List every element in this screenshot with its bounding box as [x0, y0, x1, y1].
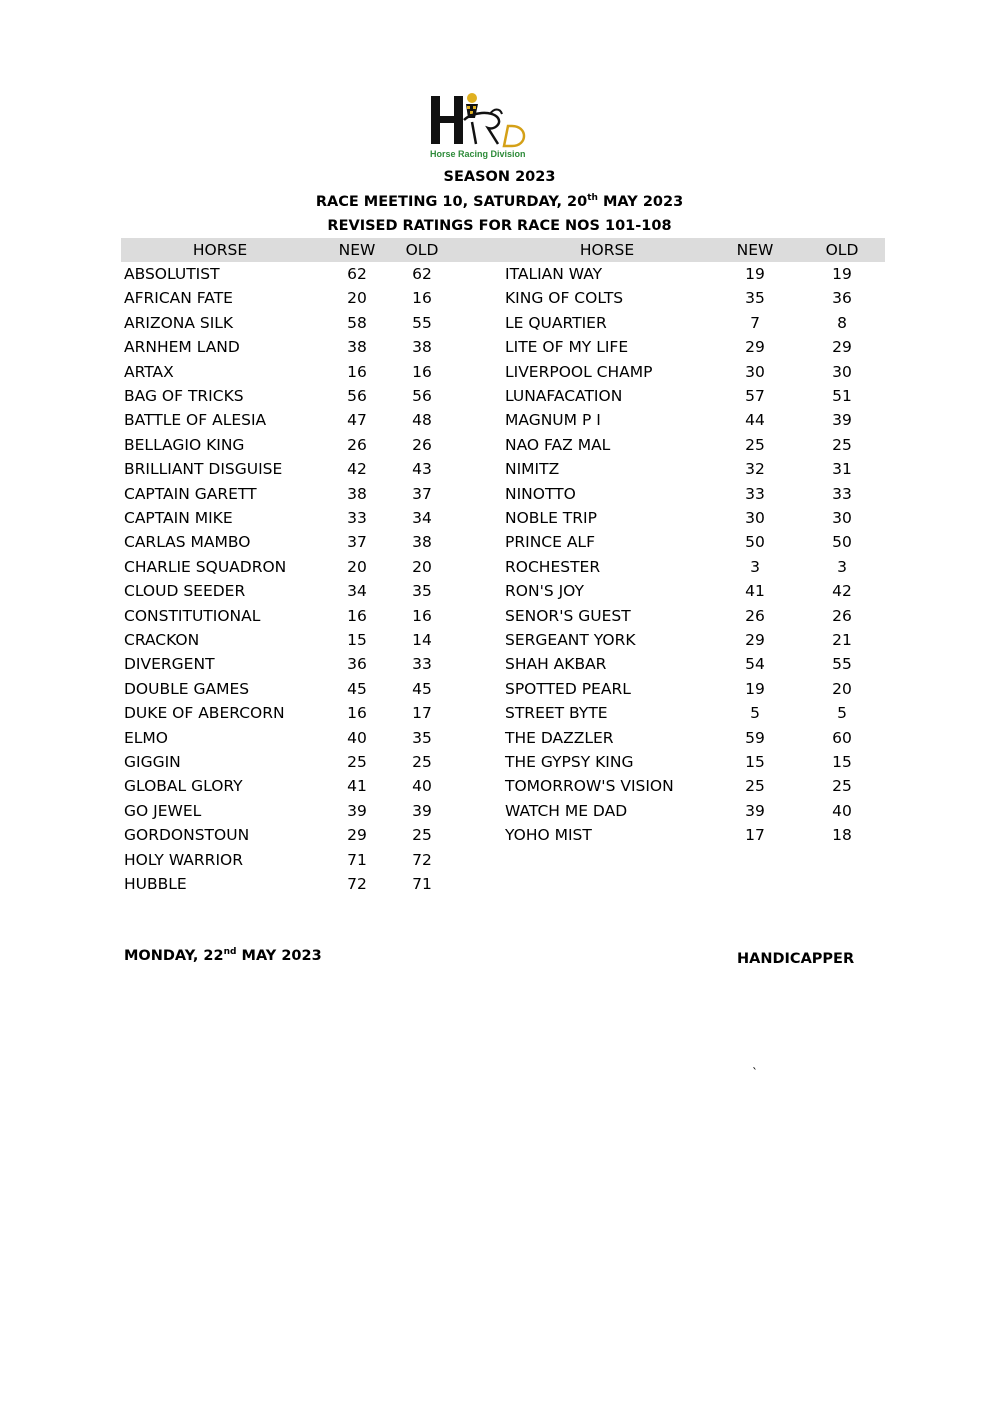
old-rating: 3 — [837, 557, 847, 576]
issue-date-suffix: MAY 2023 — [236, 948, 322, 964]
horse-name: DUKE OF ABERCORN — [124, 704, 285, 723]
horse-name: AFRICAN FATE — [124, 289, 233, 308]
table-row — [0, 750, 999, 774]
new-rating: 19 — [745, 265, 765, 283]
old-rating: 20 — [832, 679, 852, 698]
new-rating: 45 — [347, 679, 367, 698]
new-rating: 50 — [745, 533, 765, 552]
old-rating: 25 — [412, 826, 432, 845]
new-rating: 57 — [745, 387, 765, 405]
horse-name: ELMO — [124, 728, 169, 747]
new-rating: 71 — [347, 850, 367, 869]
table-row — [0, 604, 999, 628]
new-rating: 16 — [347, 362, 367, 381]
new-rating: 29 — [347, 826, 367, 845]
horse-name: ARNHEM LAND — [124, 338, 240, 357]
horse-name: ARTAX — [124, 362, 174, 381]
horse-name: CAPTAIN MIKE — [124, 509, 233, 527]
horse-name: CAPTAIN GARETT — [124, 484, 257, 503]
horse-name: DOUBLE GAMES — [124, 679, 250, 698]
table-row — [0, 311, 999, 335]
new-rating: 30 — [745, 362, 765, 381]
horse-name: SERGEANT YORK — [505, 631, 636, 649]
horse-name: RON'S JOY — [505, 582, 584, 601]
meeting-title-suffix: MAY 2023 — [597, 194, 684, 210]
new-rating: 15 — [745, 753, 765, 771]
horse-name: HOLY WARRIOR — [124, 850, 243, 869]
new-rating: 41 — [745, 582, 765, 601]
horse-name: NAO FAZ MAL — [505, 435, 611, 454]
header-horse-right: HORSE — [579, 241, 635, 259]
new-rating: 54 — [745, 655, 765, 674]
horse-name: WATCH ME DAD — [505, 801, 628, 820]
new-rating: 72 — [347, 875, 367, 893]
horse-name: MAGNUM P I — [505, 411, 601, 430]
header-new-right: NEW — [736, 241, 774, 259]
horse-name: ABSOLUTIST — [124, 265, 220, 283]
handicapper-signature: HANDICAPPER — [737, 951, 855, 967]
header-new-left: NEW — [338, 241, 376, 259]
old-rating: 38 — [412, 533, 432, 552]
new-rating: 16 — [347, 704, 367, 723]
stray-mark: ` — [752, 1066, 758, 1080]
new-rating: 58 — [347, 313, 367, 332]
horse-name: BRILLIANT DISGUISE — [124, 460, 283, 479]
hrd-logo — [428, 90, 534, 162]
new-rating: 37 — [347, 533, 367, 552]
logo-caption: Horse Racing Division — [430, 149, 526, 159]
new-rating: 39 — [745, 801, 765, 820]
new-rating: 38 — [347, 338, 367, 357]
old-rating: 33 — [412, 655, 432, 674]
new-rating: 26 — [347, 435, 367, 454]
new-rating: 5 — [750, 704, 760, 723]
horse-name: CARLAS MAMBO — [124, 533, 251, 552]
old-rating: 35 — [412, 582, 432, 601]
old-rating: 30 — [832, 509, 852, 527]
horse-name: STREET BYTE — [505, 704, 608, 723]
new-rating: 25 — [347, 753, 367, 771]
table-row — [0, 677, 999, 701]
horse-name: BAG OF TRICKS — [124, 387, 244, 405]
header-old-right: OLD — [825, 241, 859, 259]
old-rating: 25 — [832, 777, 852, 796]
horse-name: THE DAZZLER — [505, 728, 614, 747]
new-rating: 25 — [745, 777, 765, 796]
new-rating: 3 — [750, 557, 760, 576]
new-rating: 35 — [745, 289, 765, 308]
horse-name: GIGGIN — [124, 753, 181, 771]
old-rating: 51 — [832, 387, 852, 405]
old-rating: 39 — [832, 411, 852, 430]
old-rating: 39 — [412, 801, 432, 820]
table-row — [0, 262, 999, 286]
table-row — [0, 457, 999, 481]
old-rating: 16 — [412, 606, 432, 625]
meeting-title — [0, 193, 999, 211]
old-rating: 34 — [412, 509, 432, 527]
new-rating: 62 — [347, 265, 367, 283]
horse-name: ARIZONA SILK — [124, 313, 234, 332]
revised-ratings-title: REVISED RATINGS FOR RACE NOS 101-108 — [327, 218, 672, 234]
old-rating: 33 — [832, 484, 852, 503]
table-row — [0, 482, 999, 506]
new-rating: 20 — [347, 289, 367, 308]
new-rating: 59 — [745, 728, 765, 747]
horse-name: ITALIAN WAY — [505, 265, 603, 283]
horse-name: DIVERGENT — [124, 655, 215, 674]
old-rating: 38 — [412, 338, 432, 357]
old-rating: 40 — [832, 801, 852, 820]
old-rating: 56 — [412, 387, 432, 405]
issue-date — [124, 947, 322, 965]
horse-name: NOBLE TRIP — [505, 509, 597, 527]
old-rating: 15 — [832, 753, 852, 771]
old-rating: 18 — [832, 826, 852, 845]
new-rating: 42 — [347, 460, 367, 479]
old-rating: 45 — [412, 679, 432, 698]
new-rating: 34 — [347, 582, 367, 601]
old-rating: 26 — [412, 435, 432, 454]
horse-name: LIVERPOOL CHAMP — [505, 362, 653, 381]
horse-name: YOHO MIST — [505, 826, 592, 845]
new-rating: 20 — [347, 557, 367, 576]
new-rating: 29 — [745, 631, 765, 649]
new-rating: 36 — [347, 655, 367, 674]
table-row — [0, 652, 999, 676]
old-rating: 55 — [832, 655, 852, 674]
old-rating: 50 — [832, 533, 852, 552]
horse-name: SHAH AKBAR — [505, 655, 607, 674]
horse-name: NINOTTO — [505, 484, 576, 503]
horse-name: CLOUD SEEDER — [124, 582, 246, 601]
horse-name: TOMORROW'S VISION — [505, 777, 674, 796]
horse-name: CONSTITUTIONAL — [124, 606, 261, 625]
old-rating: 43 — [412, 460, 432, 479]
old-rating: 21 — [832, 631, 852, 649]
old-rating: 25 — [832, 435, 852, 454]
horse-name: SENOR'S GUEST — [505, 606, 631, 625]
season-title: SEASON 2023 — [443, 169, 556, 185]
meeting-title-prefix: RACE MEETING 10, SATURDAY, 20 — [315, 194, 588, 210]
horse-name: GORDONSTOUN — [124, 826, 250, 845]
horse-name: GLOBAL GLORY — [124, 777, 243, 796]
new-rating: 33 — [347, 509, 367, 527]
old-rating: 8 — [837, 313, 847, 332]
old-rating: 26 — [832, 606, 852, 625]
table-row — [0, 433, 999, 457]
old-rating: 19 — [832, 265, 852, 283]
new-rating: 56 — [347, 387, 367, 405]
horse-name: HUBBLE — [124, 875, 187, 893]
new-rating: 16 — [347, 606, 367, 625]
table-row — [0, 726, 999, 750]
old-rating: 40 — [412, 777, 432, 796]
horse-name: LITE OF MY LIFE — [505, 338, 629, 357]
old-rating: 48 — [412, 411, 432, 430]
new-rating: 38 — [347, 484, 367, 503]
table-row — [0, 628, 999, 652]
old-rating: 55 — [412, 313, 432, 332]
old-rating: 60 — [832, 728, 852, 747]
table-row — [0, 335, 999, 359]
old-rating: 62 — [412, 265, 432, 283]
old-rating: 30 — [832, 362, 852, 381]
horse-rider-logo-icon — [428, 90, 534, 150]
horse-name: GO JEWEL — [124, 801, 202, 820]
horse-name: BATTLE OF ALESIA — [124, 411, 267, 430]
old-rating: 17 — [412, 704, 432, 723]
table-row — [0, 286, 999, 310]
table-row — [0, 579, 999, 603]
new-rating: 15 — [347, 631, 367, 649]
new-rating: 26 — [745, 606, 765, 625]
old-rating: 14 — [412, 631, 432, 649]
new-rating: 39 — [347, 801, 367, 820]
table-row — [0, 848, 999, 872]
table-row — [0, 872, 999, 896]
old-rating: 5 — [837, 704, 847, 723]
new-rating: 7 — [750, 313, 760, 332]
old-rating: 36 — [832, 289, 852, 308]
table-row — [0, 506, 999, 530]
table-row — [0, 774, 999, 798]
old-rating: 71 — [412, 875, 432, 893]
horse-name: CHARLIE SQUADRON — [124, 557, 287, 576]
old-rating: 16 — [412, 289, 432, 308]
new-rating: 47 — [347, 411, 367, 430]
new-rating: 41 — [347, 777, 367, 796]
table-row — [0, 701, 999, 725]
old-rating: 25 — [412, 753, 432, 771]
table-row — [0, 360, 999, 384]
horse-name: THE GYPSY KING — [505, 753, 634, 771]
table-row — [0, 530, 999, 554]
issue-date-sup: nd — [223, 947, 237, 958]
new-rating: 40 — [347, 728, 367, 747]
horse-name: LE QUARTIER — [505, 313, 607, 332]
old-rating: 72 — [412, 850, 432, 869]
new-rating: 25 — [745, 435, 765, 454]
old-rating: 29 — [832, 338, 852, 357]
table-row — [0, 384, 999, 408]
new-rating: 32 — [745, 460, 765, 479]
table-row — [0, 799, 999, 823]
new-rating: 44 — [745, 411, 765, 430]
new-rating: 33 — [745, 484, 765, 503]
horse-name: ROCHESTER — [505, 557, 601, 576]
header-old-left: OLD — [405, 241, 439, 259]
new-rating: 30 — [745, 509, 765, 527]
new-rating: 29 — [745, 338, 765, 357]
horse-name: BELLAGIO KING — [124, 435, 245, 454]
new-rating: 17 — [745, 826, 765, 845]
issue-date-prefix: MONDAY, 22 — [124, 948, 224, 964]
horse-name: KING OF COLTS — [505, 289, 624, 308]
horse-name: LUNAFACATION — [505, 387, 623, 405]
header-horse-left: HORSE — [192, 241, 248, 259]
table-row — [0, 823, 999, 847]
old-rating: 37 — [412, 484, 432, 503]
horse-name: CRACKON — [124, 631, 200, 649]
horse-name: PRINCE ALF — [505, 533, 595, 552]
old-rating: 42 — [832, 582, 852, 601]
new-rating: 19 — [745, 679, 765, 698]
old-rating: 35 — [412, 728, 432, 747]
old-rating: 16 — [412, 362, 432, 381]
old-rating: 20 — [412, 557, 432, 576]
table-row — [0, 555, 999, 579]
horse-name: NIMITZ — [505, 460, 560, 479]
table-row — [0, 408, 999, 432]
horse-name: SPOTTED PEARL — [505, 679, 631, 698]
meeting-title-sup: th — [587, 193, 598, 204]
old-rating: 31 — [832, 460, 852, 479]
